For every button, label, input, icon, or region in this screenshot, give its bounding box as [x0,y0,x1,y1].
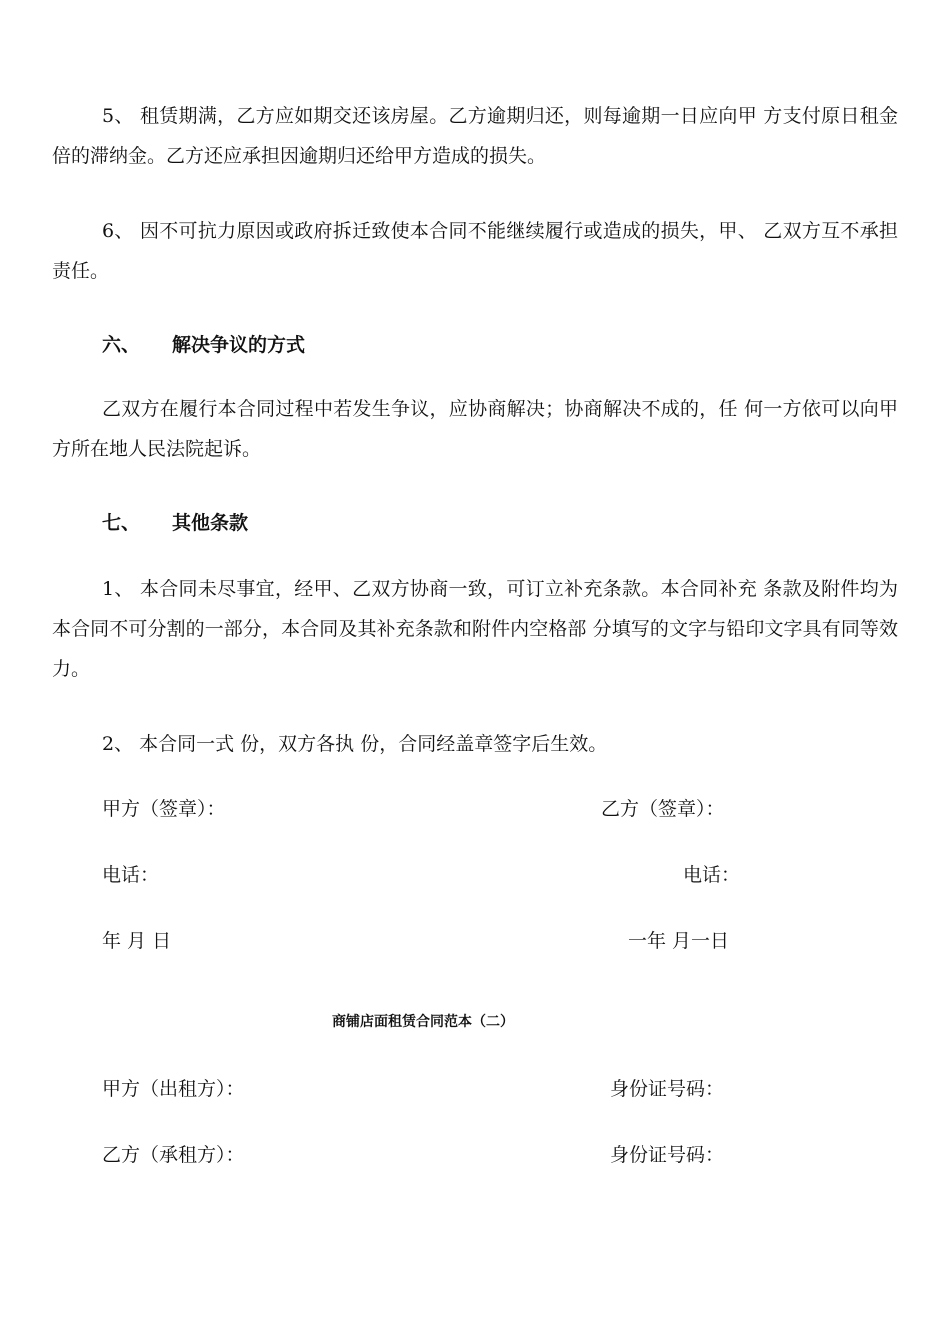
clause-6: 6、 因不可抗力原因或政府拆迁致使本合同不能继续履行或造成的损失，甲、 乙双方互不承担责任。 [52,220,898,282]
section-7-title: 其他条款 [172,512,249,534]
party-a-signature-label: 甲方（签章）： [102,798,226,820]
section-7-item-1: 1、 本合同未尽事宜，经甲、乙双方协商一致，可订立补充条款。本合同补充 条款及附件均为本合同不可分割的一部分，本合同及其补充条款和附件内空格部 分填写的文字与铅印文字具有同等效力。 [52,578,898,680]
section-6-number: 六、 [102,334,141,356]
clause-5: 5、 租赁期满，乙方应如期交还该房屋。乙方逾期归还，则每逾期一日应向甲 方支付原日租金倍的滞纳金。乙方还应承担因逾期归还给甲方造成的损失。 [52,105,898,167]
party-b-signature-label: 乙方（签章）： [601,798,725,820]
section-7-number: 七、 [102,512,141,534]
lessor-id-label: 身份证号码： [610,1078,725,1100]
lessee-id-label: 身份证号码： [610,1144,725,1166]
party-a-date-label: 年 月 日 [102,930,172,952]
section-6-heading [102,330,305,360]
lessee-label: 乙方（承租方）： [102,1144,245,1166]
lessor-label: 甲方（出租方）： [102,1078,245,1100]
section-6-title: 解决争议的方式 [172,334,306,356]
section-6-body: 乙双方在履行本合同过程中若发生争议，应协商解决；协商解决不成的，任 何一方依可以向甲方所在地人民法院起诉。 [52,398,898,460]
section-7-item-2: 2、 本合同一式 份，双方各执 份，合同经盖章签字后生效。 [102,733,608,755]
second-contract-title: 商铺店面租赁合同范本（二） [332,1014,514,1030]
party-b-date-label: 一年 月一日 [628,930,730,952]
party-a-phone-label: 电话： [102,864,160,886]
party-b-phone-label: 电话： [683,864,741,886]
section-7-heading [102,508,248,538]
